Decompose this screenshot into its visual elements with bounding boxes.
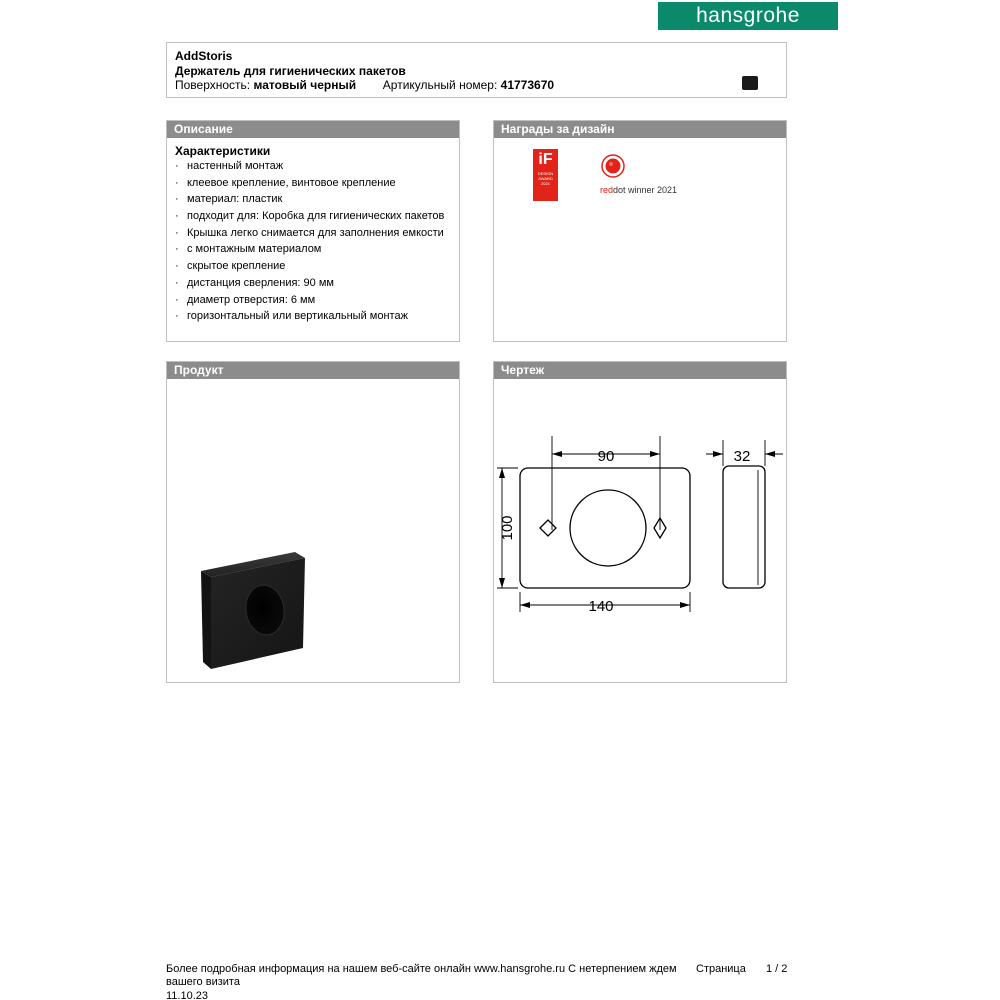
page-label: Страница — [696, 963, 746, 975]
front-outline — [520, 468, 690, 588]
arrowhead — [520, 602, 530, 608]
arrowhead — [765, 451, 775, 457]
if-logo-sub-year: 2021 — [541, 181, 550, 186]
reddot-rest: dot winner 2021 — [613, 185, 678, 195]
feature-item: · диаметр отверстия: 6 мм — [175, 293, 455, 307]
product-name: Держатель для гигиенических пакетов — [175, 64, 406, 78]
arrowhead — [499, 578, 505, 588]
awards-title: Награды за дизайн — [494, 121, 786, 138]
dim-depth: 32 — [733, 448, 751, 465]
surface-label: Поверхность: — [175, 78, 251, 92]
product-title: Продукт — [167, 362, 459, 379]
if-logo-main: iF — [538, 151, 553, 168]
side-outline — [723, 466, 765, 588]
feature-item: · материал: пластик — [175, 192, 455, 206]
product-image — [167, 380, 459, 682]
surface-value: матовый черный — [253, 78, 357, 92]
description-panel — [166, 120, 460, 342]
technical-drawing — [494, 380, 786, 682]
dim-hole-distance: 90 — [597, 448, 615, 465]
page-number: 1 / 2 — [766, 963, 788, 975]
hansgrohe-logo: hansgrohe — [658, 2, 838, 30]
footer-info-cont: вашего визита — [166, 976, 240, 988]
feature-item: · горизонтальный или вертикальный монтаж — [175, 309, 455, 323]
product-line: AddStoris — [175, 49, 233, 63]
reddot-icon — [600, 153, 626, 179]
article-value: 41773670 — [500, 78, 555, 92]
product-attributes — [175, 78, 554, 92]
arrowhead — [680, 602, 690, 608]
arrowhead — [552, 451, 562, 457]
description-title: Описание — [167, 121, 459, 138]
if-logo-sub-design: DESIGN — [537, 171, 554, 176]
arrowhead — [650, 451, 660, 457]
reddot-prefix: red — [600, 185, 614, 195]
feature-item: · скрытое крепление — [175, 259, 455, 273]
feature-item: · с монтажным материалом — [175, 242, 455, 256]
product-side-face — [201, 571, 211, 669]
feature-item: · подходит для: Коробка для гигиенических пакетов — [175, 209, 455, 223]
product-thumbnail — [742, 76, 758, 90]
feature-item: · клеевое крепление, винтовое крепление — [175, 176, 455, 190]
dim-height: 100 — [499, 515, 516, 541]
drawing-title: Чертеж — [494, 362, 786, 379]
awards-panel — [493, 120, 787, 342]
if-logo-sub-award: AWARD — [538, 176, 553, 181]
reddot-caption — [600, 185, 677, 195]
features-list — [175, 159, 455, 326]
drawing-panel — [493, 361, 787, 683]
left-keyhole — [540, 520, 556, 536]
arrowhead — [499, 468, 505, 478]
if-design-award-logo — [533, 149, 558, 201]
features-title: Характеристики — [175, 144, 271, 158]
feature-item: · дистанция сверления: 90 мм — [175, 276, 455, 290]
center-opening-circle — [570, 490, 646, 566]
dim-width: 140 — [588, 598, 614, 615]
arrowhead — [713, 451, 723, 457]
feature-item: · Крышка легко снимается для заполнения емкости — [175, 226, 455, 240]
footer-date: 11.10.23 — [166, 990, 209, 1000]
product-panel — [166, 361, 460, 683]
product-header — [166, 42, 787, 98]
footer-info: Более подробная информация на нашем веб-сайте онлайн www.hansgrohe.ru С нетерпением ждем — [166, 963, 677, 975]
feature-item: · настенный монтаж — [175, 159, 455, 173]
article-label: Артикульный номер: — [382, 78, 498, 92]
